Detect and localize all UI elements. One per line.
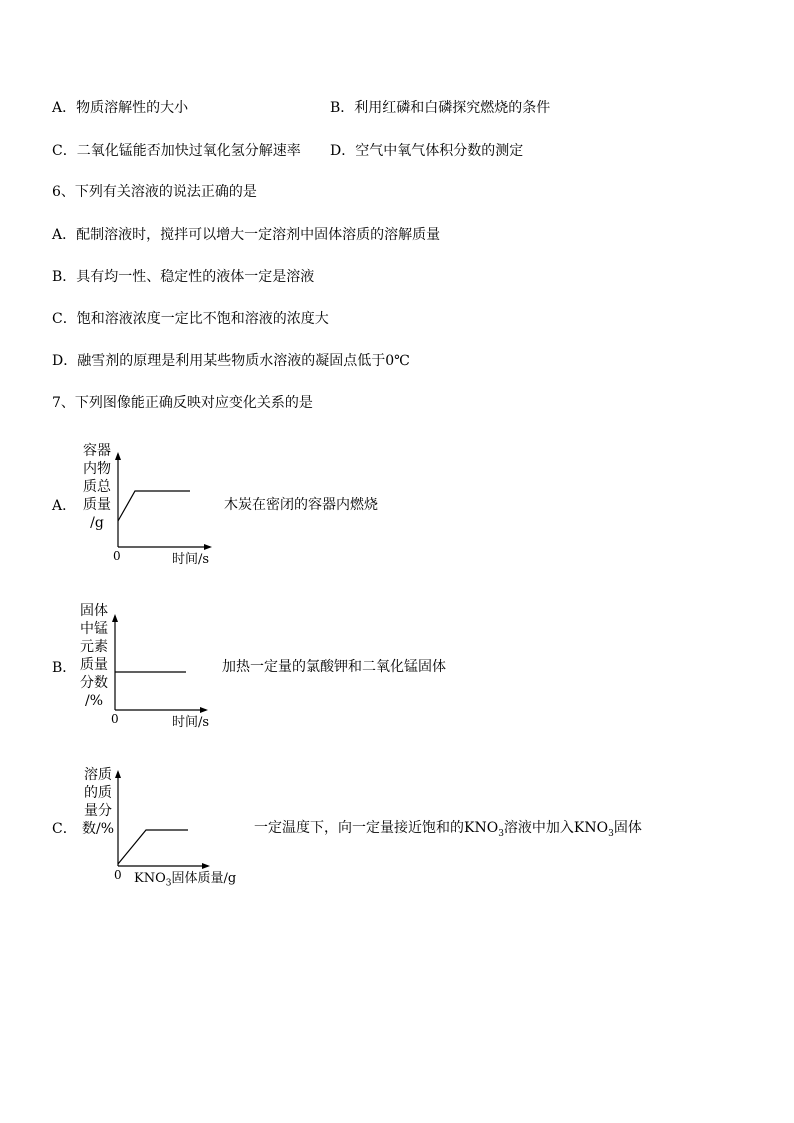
graph-b-ylabel-line: 分数 [80,675,108,691]
q6-option-c: C．饱和溶液浓度一定比不饱和溶液的浓度大 [52,311,329,327]
q6-option-b: B．具有均一性、稳定性的液体一定是溶液 [52,269,315,285]
graph-c-desc-sub: 3 [498,828,504,839]
graph-c-curve [118,830,188,864]
graph-b-origin: 0 [111,712,119,726]
graph-c-xlabel-sub: 3 [165,878,172,889]
graph-c-plot [112,768,232,888]
graph-b-xlabel: 时间/s [172,715,210,730]
q5-option-a: A．物质溶解性的大小 [52,100,189,116]
graph-a-curve [118,491,190,521]
graph-a-x-arrow [204,544,212,550]
graph-c-desc-part: 溶液中加入KNO [503,820,609,836]
graph-b-ylabel-line: 元素 [80,639,108,655]
graph-b-description: 加热一定量的氯酸钾和二氧化锰固体 [222,659,446,675]
graph-b-ylabel-line: 中锰 [80,621,108,637]
q5-option-b: B．利用红磷和白磷探究燃烧的条件 [330,100,551,116]
q6-stem: 6、下列有关溶液的说法正确的是 [52,184,257,200]
graph-a-xlabel: 时间/s [172,552,210,567]
graph-b-plot [108,612,228,732]
graph-c-ylabel-line: 数/% [81,821,115,837]
graph-a-ylabel-line: 内物 [83,461,111,477]
graph-a-ylabel-line: 容器 [83,443,111,459]
q5-option-c: C．二氧化锰能否加快过氧化氢分解速率 [52,143,301,159]
q7-option-a-letter: A． [52,498,77,514]
graph-c-origin: 0 [114,868,122,882]
graph-c-xlabel [134,872,236,891]
graph-c-desc-sub: 3 [608,828,614,839]
graph-b-x-arrow [200,707,208,713]
graph-c-y-arrow [115,770,121,778]
graph-a-y-arrow [115,452,121,460]
graph-c-desc-part: 一定温度下，向一定量接近饱和的KNO [254,820,499,836]
graph-c-x-arrow [202,863,210,869]
graph-a-plot [110,450,230,570]
q6-option-d: D．融雪剂的原理是利用某些物质水溶液的凝固点低于0℃ [52,353,410,369]
q7-option-b-letter: B． [52,660,77,676]
graph-c-description [254,819,642,843]
graph-c-desc-part: 固体 [613,820,642,836]
q6-option-a: A．配制溶液时，搅拌可以增大一定溶剂中固体溶质的溶解质量 [52,227,441,243]
graph-b-ylabel-line: 质量 [80,657,108,673]
graph-b-ylabel-line: 固体 [80,603,108,619]
graph-a-ylabel-line: /g [90,515,104,531]
q5-option-d: D．空气中氧气体积分数的测定 [330,143,524,159]
graph-c-ylabel-line: 的质 [84,785,112,801]
graph-a-ylabel-line: 质量 [83,497,111,513]
graph-c-xlabel-main: KNO [134,871,166,886]
graph-b-y-arrow [112,614,118,622]
graph-a-description: 木炭在密闭的容器内燃烧 [224,497,378,513]
graph-b-ylabel-line: /% [84,693,104,709]
graph-c-ylabel-line: 溶质 [84,767,112,783]
graph-a-origin: 0 [113,549,121,563]
q7-option-c-letter: C． [52,821,77,837]
graph-a-ylabel-line: 质总 [83,479,111,495]
q7-stem: 7、下列图像能正确反映对应变化关系的是 [52,395,313,411]
graph-c-xlabel-rest: 固体质量/g [171,871,237,886]
graph-c-ylabel-line: 量分 [84,803,112,819]
